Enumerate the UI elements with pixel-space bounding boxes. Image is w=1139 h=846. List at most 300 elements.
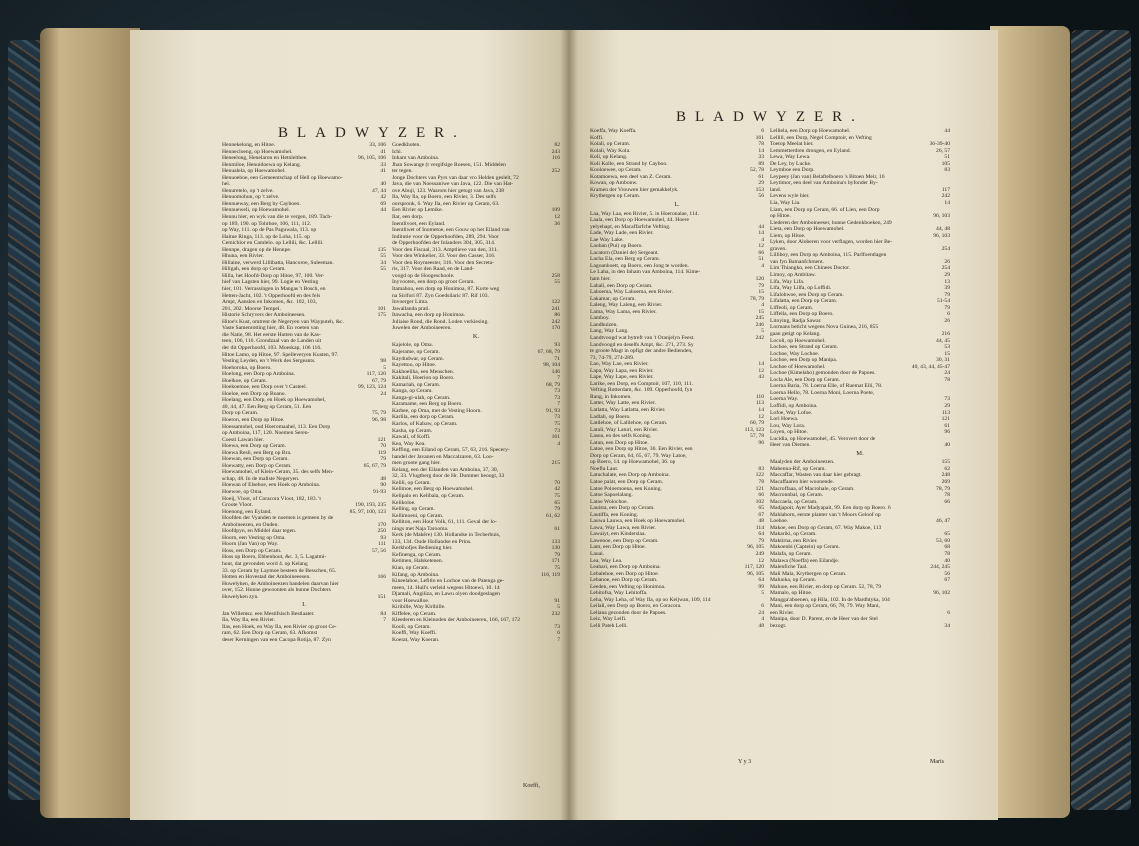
index-entry-page-ref: 110 bbox=[755, 393, 764, 400]
index-entry-text: Keffing, een Eiland op Ceram, 57, 63, 216. Specery- bbox=[392, 447, 510, 454]
index-entry-text: 73, 74-79, 274-289. bbox=[590, 354, 635, 361]
index-entry-text: Leypeey (Jan van) Belaftelboero 's Bitoen Meir, 16 bbox=[770, 173, 885, 180]
index-entry-text: Java, die van Noessaniwe van Java, 122. Die van Hat- bbox=[392, 181, 514, 188]
index-entry-text: van fyn Bamanfchment. bbox=[770, 258, 824, 265]
index-entry-page-ref: 48 bbox=[758, 623, 764, 630]
signature-mark: Y y 3 bbox=[738, 759, 752, 765]
index-entry-text: Lifa, Way Lifa. bbox=[770, 278, 805, 285]
index-entry-page-ref: 56 bbox=[758, 193, 764, 200]
index-entry-text: Coesti Lawan hier. bbox=[222, 436, 265, 443]
index-entry-text: Latuli, Way Laturi, een Rivier. bbox=[590, 426, 659, 433]
index-entry-text: Mahlaborn, eerste planter van 't Moors Geloof op bbox=[770, 511, 881, 518]
index-entry-text: Hoofdpyn, en Middel daar tegen. bbox=[222, 528, 297, 535]
index-entry-page-ref: 12 bbox=[758, 557, 764, 564]
index-entry-text: Hoeloe, een Dorp op Boano. bbox=[222, 390, 287, 397]
index-entry-text: Heneelong, Henelaron en Hetnlelthee. bbox=[222, 155, 308, 162]
index-entry-text: Hoeron, een Dorp op Hitoe. bbox=[222, 416, 285, 423]
index-entry-text: Lochoe, een Dorp op Manipa. bbox=[770, 357, 838, 364]
index-entry-text: Lang, Way Lang. bbox=[590, 328, 629, 335]
index-entry-page-ref: 105 bbox=[941, 160, 950, 167]
index-entry-text: Kifang, op Amboina. bbox=[392, 571, 440, 578]
index-entry-text: Hotten en Hovestad der Amboineeesen. bbox=[222, 574, 311, 581]
index-entry-text: Ichi. bbox=[392, 148, 403, 155]
index-entry-page-ref: 40 bbox=[944, 557, 950, 564]
index-entry-page-ref: 44 bbox=[944, 128, 950, 134]
index-entry bbox=[222, 594, 386, 601]
index-entry-text: Hennecloeng, op Hoewamohel. bbox=[222, 148, 293, 155]
index-column-left-2 bbox=[392, 142, 560, 782]
index-entry-page-ref: 34 bbox=[944, 623, 950, 630]
index-entry-text: Malenfiche Taal. bbox=[770, 564, 808, 571]
index-entry-page-ref: 7 bbox=[383, 617, 386, 624]
index-entry-text: Hennpe, dragen op de Hennpe. bbox=[222, 246, 292, 253]
index-entry-text: Lawa, Way Lawa, een Rivier. bbox=[590, 524, 657, 531]
index-entry-page-ref: 113, 123 bbox=[744, 426, 764, 433]
index-entry-text: Amboineezen, en Ouden. bbox=[222, 521, 279, 528]
index-entry-text: men groote gang hier. bbox=[392, 460, 441, 467]
index-entry-text: Madjapoit, Ayer Madyapait, 99. Een dorp op Boero. 6 bbox=[770, 505, 891, 512]
index-entry-page-ref: 14 bbox=[758, 230, 764, 237]
index-entry-page-ref: 135 bbox=[377, 246, 386, 253]
index-entry-text: Kefinenga, op Ceram. bbox=[392, 551, 442, 558]
index-entry-text: Kooloewee, op Ceram. bbox=[590, 167, 642, 174]
index-entry-text: Kelimoe, een Berg op Hoewamohel. bbox=[392, 486, 474, 493]
index-entry-page-ref: 48 bbox=[380, 475, 386, 482]
index-entry-page-ref: 51 bbox=[944, 154, 950, 161]
index-entry-text: Lam, een Dorp op Hitoe. bbox=[590, 544, 646, 551]
index-entry-page-ref: 44, 45 bbox=[936, 337, 950, 344]
index-entry-text: Macroffaaa, of Macrohale, op Ceram. bbox=[770, 485, 855, 492]
index-entry-page-ref: 269 bbox=[941, 478, 950, 485]
index-entry-page-ref: 44 bbox=[758, 223, 764, 230]
index-column-left-1 bbox=[222, 142, 386, 782]
index-entry-page-ref: 67, 79 bbox=[372, 377, 386, 384]
index-entry-page-ref: 57, 78 bbox=[750, 433, 764, 440]
index-entry-text: Koeffi, Way Koeffi. bbox=[392, 630, 437, 637]
index-entry-page-ref: 67, 68, 79 bbox=[537, 348, 560, 355]
index-entry-text: Hoewatty, een Dorp op Ceram. bbox=[222, 462, 292, 469]
index-entry-text: Lellili, een Dorp, Negel Comptoir, en Vefting bbox=[770, 134, 872, 141]
catchword-right: Maris bbox=[930, 759, 944, 765]
index-entry-page-ref: 56 bbox=[944, 570, 950, 577]
index-entry-page-ref: 117, 120 bbox=[744, 564, 764, 571]
index-entry-page-ref: 15 bbox=[944, 350, 950, 357]
index-entry-text: Kajerame, op Ceram. bbox=[392, 348, 440, 355]
index-entry-text: Latoe palat, een Dorp op Ceram. bbox=[590, 478, 664, 485]
index-entry-page-ref: 79 bbox=[758, 537, 764, 544]
index-entry-page-ref: 29 bbox=[758, 180, 764, 187]
index-entry-page-ref: 82 bbox=[554, 142, 560, 148]
index-entry-page-ref: 65 bbox=[758, 505, 764, 512]
index-entry-text: Lawaiyt, een Kinderslaa. bbox=[590, 531, 646, 538]
index-entry-page-ref: 245 bbox=[755, 315, 764, 322]
index-entry-text: Hoeij, Vloot, of Coracora Vloot, 182, 183. 't bbox=[222, 495, 321, 502]
index-entry-text: Latoe Poloemoena, een Koning. bbox=[590, 485, 662, 492]
index-entry-page-ref: 96, 102 bbox=[933, 590, 950, 597]
index-entry-text: Laleng, Way Laleng, een Rivier. bbox=[590, 302, 663, 309]
index-entry-page-ref: 30, 31 bbox=[936, 357, 950, 364]
index-entry-text: Mamalo, op Hitoe. bbox=[770, 590, 813, 597]
index-entry-text: Hoewan of Elsehoe, een Hoek op Amboina. bbox=[222, 482, 321, 489]
index-entry-page-ref: 249 bbox=[755, 551, 764, 557]
index-entry-page-ref: 40, 43, 44, 45-47 bbox=[911, 363, 950, 370]
index-entry-page-ref: 75, 79 bbox=[372, 410, 386, 417]
index-entry-page-ref: 121 bbox=[941, 416, 950, 423]
index-entry-page-ref: 61 bbox=[944, 422, 950, 429]
index-entry-text: Henuretelo, op 't zelve. bbox=[222, 187, 274, 194]
index-entry-text: Voor den Roymeester, 316. Voor den Secreta- bbox=[392, 259, 494, 266]
index-entry-text: Lahali, een Dorp op Ceram. bbox=[590, 282, 653, 289]
index-entry-text: Lea, Way Lea. bbox=[590, 557, 623, 564]
index-entry-text: te groote Magt in opfigt der andre Bedienden, bbox=[590, 348, 693, 355]
index-entry-page-ref: 70 bbox=[554, 479, 560, 486]
index-entry-text: oorspronk, 6. Way Ila, een Rivier op Ceram, 63. bbox=[392, 200, 500, 207]
index-entry-page-ref: 254 bbox=[941, 245, 950, 252]
index-entry-page-ref: 79 bbox=[944, 304, 950, 311]
index-entry-page-ref: 14 bbox=[758, 147, 764, 154]
index-entry-text: Makoenbi (Captein) op Ceram. bbox=[770, 544, 840, 551]
index-entry-text: Litoying, Radja Sawar. bbox=[770, 317, 822, 324]
index-entry-page-ref: 91 bbox=[554, 597, 560, 604]
index-entry-text: op Way, 111. op de Pas Paguwala, 113. op bbox=[222, 227, 317, 234]
index-entry-text: Henualela, op Hoewamohel. bbox=[222, 168, 286, 175]
index-entry-text: Lou, Way Lora. bbox=[770, 422, 806, 429]
index-entry-page-ref: 119 bbox=[377, 449, 386, 456]
index-entry-text: Makoe, een Dorp op Ceram, 67. Way Makoe, 113 bbox=[770, 524, 882, 531]
index-entry-text: Loerna Way. bbox=[770, 396, 799, 403]
index-entry-text: Lape, Way Lape, een Rivier. bbox=[590, 374, 654, 381]
index-entry-text: Lori Hoewa. bbox=[770, 416, 799, 423]
index-entry-page-ref: 170 bbox=[377, 521, 386, 528]
index-section-letter: M. bbox=[856, 449, 864, 457]
index-entry-text: Lilliboy, een Dorp op Amboina, 115. Parlfoentlagen bbox=[770, 252, 887, 259]
index-entry-text: hier, 101. Verrassingen in Mangas 't Bosch, en bbox=[222, 286, 326, 293]
index-entry-text: Lacatorn (Daniel de) Sergeant. bbox=[590, 249, 659, 256]
index-entry-text: Lapa, Way Lapa, een Rivier. bbox=[590, 367, 654, 374]
index-entry-page-ref: 117, 120 bbox=[366, 371, 386, 378]
index-entry-page-ref: 65 bbox=[554, 499, 560, 506]
index-entry-text: Ilar, een dorp. bbox=[392, 214, 424, 221]
index-entry-page-ref: 79 bbox=[554, 551, 560, 558]
index-entry-text: Kellimoeni, op Ceram. bbox=[392, 512, 444, 519]
index-entry-page-ref: 66 bbox=[758, 249, 764, 256]
index-entry-text: Koeffa, Way Koeffa. bbox=[590, 128, 637, 134]
index-entry-page-ref: 26 bbox=[944, 258, 950, 265]
index-entry bbox=[392, 637, 560, 644]
index-entry-text: Lamboy. bbox=[590, 315, 610, 322]
index-entry-text: Lelliela, een Dorp op Hoewamohel. bbox=[770, 128, 851, 134]
index-entry-page-ref: 175 bbox=[377, 312, 386, 319]
index-entry-page-ref: 65, 67, 79 bbox=[363, 462, 386, 469]
index-entry-page-ref: 242 bbox=[941, 193, 950, 200]
index-entry-text: Lofoe, Way Lofoe. bbox=[770, 409, 813, 416]
index-entry-page-ref: 26, 57 bbox=[936, 147, 950, 154]
index-entry-page-ref: 34 bbox=[380, 259, 386, 266]
index-entry-page-ref: 5 bbox=[383, 364, 386, 371]
index-entry-text: Hoenong, een Eyland. bbox=[222, 508, 272, 515]
index-entry-text: Leilali, een Dorp op Boero, en Coracora. bbox=[590, 603, 682, 610]
index-entry-text: Locla Ale, een Dorp op Ceram. bbox=[770, 376, 841, 383]
index-entry-page-ref: 60, 79 bbox=[750, 420, 764, 427]
index-entry-text: Malafa, op Ceram. bbox=[770, 551, 812, 557]
index-entry-page-ref: 153 bbox=[755, 186, 764, 193]
index-entry-text: der dit Opperhoofd, 103. Moeskap, 106 116. bbox=[222, 344, 322, 351]
index-entry-text: Lahoema, Way Lahoema, een Rivier. bbox=[590, 289, 673, 296]
index-entry-page-ref: 215 bbox=[551, 460, 560, 467]
index-entry-page-ref: 75 bbox=[554, 420, 560, 427]
index-entry-text: Mabenna-Rif, op Ceram. bbox=[770, 465, 826, 472]
index-entry-text: Lakamar, op Ceram. bbox=[590, 295, 636, 302]
index-entry-page-ref: 43 bbox=[758, 374, 764, 381]
index-entry-text: Hhuna, een Rivier. bbox=[222, 253, 264, 260]
index-entry-text: Jhan Sowange (t vergifsige Roesen, 151. Middelen bbox=[392, 161, 506, 168]
book-gutter bbox=[560, 30, 578, 820]
index-entry-text: Landvoogd en deselfs Ampt, &c. 271, 273. Sy bbox=[590, 341, 694, 348]
index-entry-text: Karlos, of Kabaw, op Ceram. bbox=[392, 420, 458, 427]
index-entry-page-ref: 52, 78 bbox=[750, 167, 764, 174]
index-entry-text: Lochoe (Kimelaho) gemonden door de Papoes. bbox=[770, 370, 876, 377]
index-entry-page-ref: 68, 79 bbox=[546, 381, 560, 388]
index-entry-text: Hoorn, een Vesting op Oma. bbox=[222, 534, 286, 541]
index-entry-text: Lifalobwoe, een Dorp op Ceram. bbox=[770, 291, 844, 298]
index-entry-text: schap, 48. In de mallste Negeryen. bbox=[222, 475, 300, 482]
index-entry-page-ref: 113 bbox=[941, 409, 950, 416]
index-entry-page-ref: 75 bbox=[554, 492, 560, 499]
index-entry-text: Jawallanda prati. bbox=[392, 305, 430, 312]
index-entry-page-ref: 6 bbox=[761, 128, 764, 134]
index-entry-text: Malawa (Noeffa) een Eilandje. bbox=[770, 557, 840, 564]
index-entry-page-ref: 99 bbox=[758, 583, 764, 590]
index-entry-page-ref: 244, 245 bbox=[930, 564, 950, 571]
index-entry-text: Lama, Way Lama, een Rivier. bbox=[590, 308, 657, 315]
index-entry-page-ref: 96, 105, 106 bbox=[358, 155, 386, 162]
index-entry-text: Historie Schryvers der Amboineesen. bbox=[222, 312, 306, 319]
index-entry-text: Hiligah, een dorp op Ceram. bbox=[222, 266, 286, 273]
index-entry-text: Loerna Baria, 78. Loerna Elie, of Ruemat Elli, 78. bbox=[770, 383, 883, 390]
index-entry-text: Heer van Diemen. bbox=[770, 442, 811, 449]
index-entry-text: Macronnbal, op Ceram. bbox=[770, 492, 824, 499]
index-entry-page-ref: 146 bbox=[551, 368, 560, 375]
index-entry-page-ref: 122 bbox=[755, 472, 764, 479]
page-block-right bbox=[990, 26, 1070, 818]
index-entry-page-ref: 71 bbox=[554, 355, 560, 362]
index-entry-text: op Hitoe. bbox=[770, 213, 791, 220]
index-entry-page-ref: 73 bbox=[554, 414, 560, 421]
index-entry-text: Goedkhoten. bbox=[392, 142, 421, 148]
index-entry-text: Leymboe een Dorp. bbox=[770, 167, 815, 174]
index-entry-page-ref: 75 bbox=[554, 565, 560, 571]
index-entry-page-ref: 66 bbox=[944, 498, 950, 505]
index-entry-page-ref: 96, 105 bbox=[747, 544, 764, 551]
index-entry-text: 40, 44, 47. Een Berg op Ceram, 51. Een bbox=[222, 403, 312, 410]
index-entry-page-ref: 242 bbox=[755, 334, 764, 341]
index-entry-text: Kanga-gi-ulah, op Ceram. bbox=[392, 394, 451, 401]
index-entry-page-ref: 33 bbox=[758, 154, 764, 161]
index-entry-text: Hoorn (Jan Van) op Way. bbox=[222, 541, 279, 548]
index-entry-text: Loerna Hello, 78. Loerna Moni, Loerna Poete, bbox=[770, 389, 875, 396]
index-entry-text: Voor den Winkelier, 33. Voor den Casser, 316. bbox=[392, 253, 496, 260]
index-entry-page-ref: 78 bbox=[758, 141, 764, 148]
index-entry-page-ref: 5 bbox=[557, 604, 560, 611]
index-entry-text: ove Abuji, 123. Waarom hier getugt van Java, 238 bbox=[392, 187, 505, 194]
index-entry-text: Vefting Rotterdam, &c. 109. Opperhoofd, fyn bbox=[590, 387, 693, 394]
index-entry-text: Kelliton, een Hout Volk, 61, 111. Geval der lo- bbox=[392, 519, 497, 526]
index-entry-text: Kakitali, Hoerion op Boero. bbox=[392, 375, 455, 382]
index-entry-text: Inham van Amboina. bbox=[392, 155, 440, 162]
index-entry-text: Lagoanhoett, op Boero, een Jong te worden. bbox=[590, 262, 689, 269]
index-entry-text: Een Rivier op Lemike. bbox=[392, 207, 443, 214]
index-entry-text: Lade, Way Lade, een Rivier. bbox=[590, 230, 654, 237]
index-entry-page-ref: 24 bbox=[380, 390, 386, 397]
index-entry-text: Mangga'aboenen, op Hila, 102. In de Mardhtyka, 104 bbox=[770, 596, 890, 603]
index-entry-text: Kanga, op Ceram. bbox=[392, 388, 433, 395]
index-entry-text: Lasea, en des selfs Koning. bbox=[590, 433, 652, 440]
index-entry-text: Loffidi, op Amboina. bbox=[770, 402, 818, 409]
index-entry-page-ref: 57, 56 bbox=[372, 547, 386, 554]
index-entry-text: Kea, Way Kea. bbox=[392, 440, 426, 447]
index-entry-text: Hoss, een Dorp op Ceram. bbox=[222, 547, 282, 554]
index-entry-page-ref: 84 bbox=[380, 610, 386, 617]
index-entry-page-ref: 55 bbox=[554, 279, 560, 286]
page-block-left bbox=[40, 28, 140, 818]
index-entry-text: Laoban (Pui) op Boero. bbox=[590, 243, 643, 250]
index-entry-page-ref: 26 bbox=[944, 317, 950, 324]
index-entry-text: Macaffaaren hier woonende. bbox=[770, 478, 835, 485]
index-entry-text: Leiz, Way Leifi. bbox=[590, 616, 627, 623]
index-entry-page-ref: 4 bbox=[761, 262, 764, 269]
index-entry-page-ref: 48 bbox=[758, 518, 764, 525]
index-entry-page-ref: 6 bbox=[761, 603, 764, 610]
index-entry-text: Huwelyken zyn. bbox=[222, 593, 259, 600]
index-entry-text: ris, 317. Voor den Raad, en de Land- bbox=[392, 266, 475, 273]
index-entry-text: Kotamoewa, een deel van Z. Ceram. bbox=[590, 173, 672, 180]
index-entry-page-ref: 248 bbox=[941, 472, 950, 479]
index-entry-text: Itamahou, een dorp op Honimoa, 87. Korte weg bbox=[392, 286, 500, 293]
index-entry-page-ref: 91-93 bbox=[372, 488, 386, 495]
index-entry-text: Lawenoe, een Dorp op Ceram. bbox=[590, 537, 659, 544]
index-entry-text: Dorp op Ceram, 64, 65, 67, 79. Way Latoe, bbox=[590, 452, 687, 459]
index-entry-text: Leliana gezonden door de Papoes. bbox=[590, 609, 667, 616]
index-entry-page-ref: 109 bbox=[551, 207, 560, 214]
index-entry-text: Latilehoe, of Lalilehoe, op Ceram. bbox=[590, 420, 668, 427]
index-entry-text: Makariki, op Ceram. bbox=[770, 531, 817, 538]
index-entry-text: Kasha, op Ceram. bbox=[392, 427, 433, 434]
index-entry-text: Dorp op Ceram. bbox=[222, 410, 259, 417]
index-entry-page-ref: 55 bbox=[380, 253, 386, 260]
index-entry-text: een Rivier. bbox=[770, 609, 795, 616]
index-entry-page-ref: 12 bbox=[554, 214, 560, 221]
index-entry-page-ref: 61, 62 bbox=[546, 512, 560, 519]
index-entry-text: Kaydudwar, op Ceram. bbox=[392, 355, 444, 362]
index-entry-text: Lauai. bbox=[590, 551, 605, 557]
index-entry-page-ref: 78, 79 bbox=[936, 485, 950, 492]
index-entry-text: meen, 14. Hull's verleid wegens Hitoewi, 10. 14 bbox=[392, 584, 500, 591]
index-entry-page-ref: 96 bbox=[758, 439, 764, 446]
index-entry-text: op 189, 190. op Tohrhoe, 106, 111, 112. bbox=[222, 220, 312, 227]
index-entry-text: land. bbox=[770, 186, 782, 193]
index-entry-page-ref: 242 bbox=[551, 318, 560, 325]
index-entry-page-ref: 39 bbox=[944, 285, 950, 292]
index-entry-text: Hoewa, een Dorp op Ceram. bbox=[222, 443, 286, 450]
index-entry-text: Hoehoroka, op Boero. bbox=[222, 364, 272, 371]
index-entry-text: voogd op de Hoogeschoole. bbox=[392, 272, 455, 279]
index-entry-page-ref: 73 bbox=[554, 388, 560, 395]
index-entry-page-ref bbox=[383, 637, 386, 644]
index-entry-page-ref: 83 bbox=[758, 465, 764, 472]
index-entry-text: Toetop Meelat hier. bbox=[770, 141, 814, 148]
index-entry-text: Latuchalate, een Dorp op Amboina. bbox=[590, 472, 670, 479]
index-entry-text: Lifalatta, een Dorp op Ceram. bbox=[770, 298, 838, 305]
index-entry-text: Lochoe, Way Lochoe. bbox=[770, 350, 820, 357]
index-entry-text: die Natie, 98. Het eerste Hutten van de Kas- bbox=[222, 331, 321, 338]
index-entry-text: 33. op Ceram by Laymoe besteen de Besschen, 65. bbox=[222, 567, 337, 574]
index-entry-text: Kleederen en Kleinoden der Amboineeren, 166, 167, 172 bbox=[392, 617, 520, 624]
index-entry-text: Lim Thiangko, een Chinees Doctor. bbox=[770, 265, 851, 272]
index-entry-page-ref: 24 bbox=[944, 370, 950, 377]
index-entry-text: Maccaela, op Ceram. bbox=[770, 498, 818, 505]
index-entry-text: Voor den Fiscaal, 313. Amptlieve van den, 311. bbox=[392, 246, 499, 253]
index-entry-text: na Sirifori 87. Zyn Goedsilaric 87. Rif 103. bbox=[392, 292, 489, 299]
index-entry-page-ref: 46, 47 bbox=[936, 518, 950, 525]
index-entry-page-ref: 73 bbox=[554, 427, 560, 434]
index-entry-page-ref: 93 bbox=[554, 342, 560, 349]
index-entry-page-ref: 7 bbox=[557, 401, 560, 408]
index-entry-text: Krytbergen op Ceram. bbox=[590, 193, 641, 200]
index-column-right-1 bbox=[590, 128, 764, 788]
index-entry-page-ref: 91, 93 bbox=[546, 407, 560, 414]
index-entry-text: Invoerger Lima. bbox=[392, 299, 429, 306]
index-entry-page-ref: 51-54 bbox=[936, 298, 950, 305]
index-entry-page-ref: 73 bbox=[554, 394, 560, 401]
index-entry-page-ref: 96, 103 bbox=[933, 232, 950, 239]
index-entry-page-ref: 66 bbox=[758, 492, 764, 499]
index-entry-text: Lewa, Way Lewa. bbox=[770, 154, 811, 161]
index-entry-text: Koli, op Kelang. bbox=[590, 154, 628, 161]
index-entry-text: Kerkhofjes Bediening hier. bbox=[392, 545, 453, 552]
index-entry-text: Noefla Laut. bbox=[590, 465, 619, 472]
index-entry-page-ref: 216 bbox=[941, 330, 950, 337]
index-entry-text: Cemichlor en Camlelo. op Lellili, &c. Lellili. bbox=[222, 240, 324, 247]
index-entry-page-ref: 111 bbox=[378, 541, 386, 548]
index-entry-text: Ila, Way Ila, een Rivier. bbox=[222, 617, 276, 624]
index-entry-page-ref: 86 bbox=[554, 312, 560, 319]
index-entry-page-ref: 4 bbox=[761, 616, 764, 623]
index-entry-page-ref: 161 bbox=[755, 134, 764, 141]
index-entry-text: Le Laha, in den Inham van Amboina, 114. Kime- bbox=[590, 269, 701, 276]
index-entry-page-ref: 79 bbox=[758, 282, 764, 289]
index-entry-text: Hoewoe, op Oma. bbox=[222, 488, 263, 495]
index-entry-text: Kelang, een der Eilanden van Amboina, 37, 30, bbox=[392, 466, 499, 473]
index-entry-text: ram, 62. Een Dorp op Ceram, 63. Afkomst bbox=[222, 630, 318, 637]
index-entry-page-ref: 121 bbox=[377, 436, 386, 443]
index-entry-text: Liederen der Amboineeser, hunne Gedenkboeken, 249 bbox=[770, 219, 892, 226]
index-entry-text: Landhuizen. bbox=[590, 321, 618, 328]
index-entry bbox=[770, 442, 950, 449]
index-entry-page-ref: 130 bbox=[551, 545, 560, 552]
index-entry-page-ref: 166 bbox=[377, 574, 386, 581]
index-entry-text: Maalyden der Amboineezen. bbox=[770, 459, 835, 466]
index-entry-page-ref: 232 bbox=[551, 610, 560, 617]
index-entry-text: Leha, Way Leha, of Way Ila, op oo Keijwan, 109, 114 bbox=[590, 596, 711, 603]
index-entry-page-ref: 171 bbox=[551, 558, 560, 565]
index-entry-page-ref: 73 bbox=[554, 623, 560, 630]
index-entry-text: Koffi. bbox=[590, 134, 604, 141]
index-entry-page-ref: 55 bbox=[380, 266, 386, 273]
index-entry-text: Henmiloe, Henuidoewa op Kelang. bbox=[222, 161, 302, 168]
index-entry-page-ref: 89 bbox=[758, 160, 764, 167]
index-entry-text: Kolali, Way Kola. bbox=[590, 147, 631, 154]
index-entry-text: teen, 106, 116. Grondzaal van de Landen uit bbox=[222, 338, 322, 345]
